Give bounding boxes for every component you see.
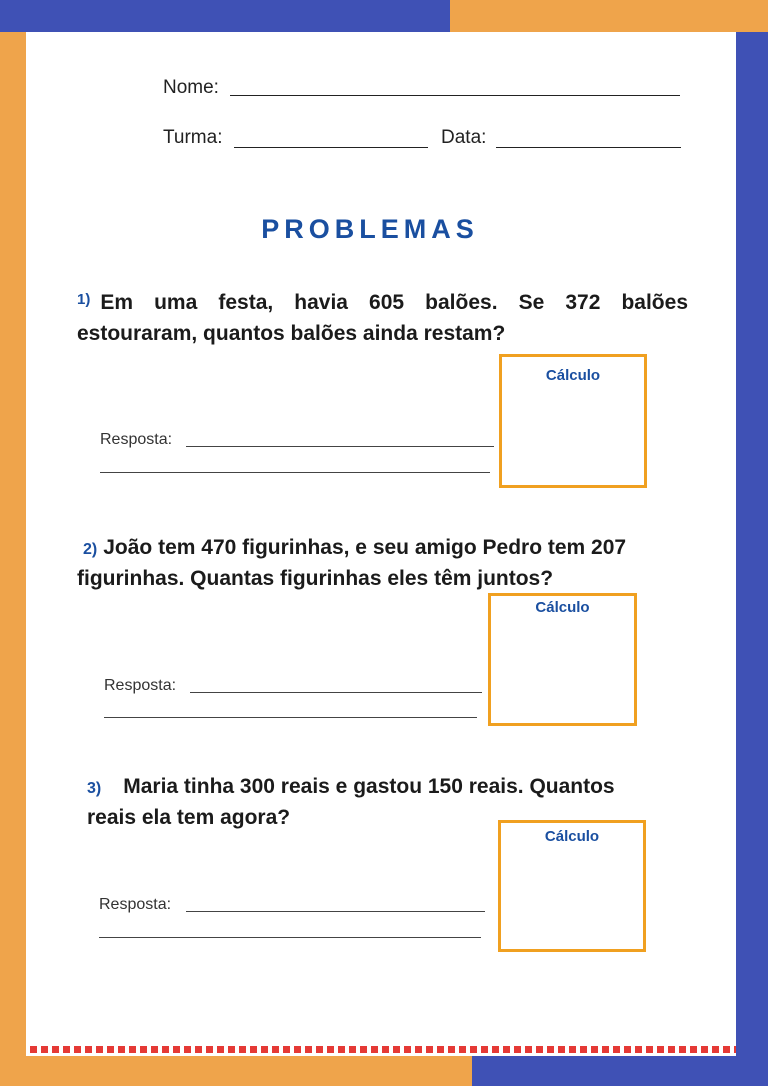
border-left-orange	[0, 32, 26, 1086]
problem-1-answer-field[interactable]	[186, 436, 494, 447]
border-top-blue	[0, 0, 450, 32]
problem-3-answer-field[interactable]	[186, 901, 485, 912]
problem-2-answer-field[interactable]	[190, 682, 482, 693]
border-bottom-orange	[26, 1056, 472, 1086]
problem-2-number: 2)	[83, 541, 98, 558]
problem-2-line2: figurinhas. Quantas figurinhas eles têm juntos?	[77, 567, 554, 590]
page-title: PROBLEMAS	[261, 214, 479, 244]
nome-field[interactable]	[230, 82, 680, 96]
problem-1-number: 1)	[77, 291, 91, 308]
problem-2-calc-box[interactable]	[488, 593, 637, 726]
problem-3-number: 3)	[87, 780, 102, 797]
problem-3-calc-box[interactable]	[498, 820, 646, 952]
problem-2-line1: 2) João tem 470 figurinhas, e seu amigo Pedro tem 207	[83, 536, 627, 559]
data-field[interactable]	[496, 134, 681, 148]
border-top-orange	[450, 0, 768, 32]
turma-field[interactable]	[234, 134, 428, 148]
problem-1	[77, 288, 688, 348]
dashed-divider	[30, 1046, 736, 1053]
problem-3-answer-label: Resposta:	[99, 896, 172, 913]
problem-2-answer-line2[interactable]	[104, 707, 477, 718]
problem-1-line2: estouraram, quantos balões ainda restam?	[77, 322, 506, 345]
problem-2	[77, 533, 688, 593]
problem-1-calc-box[interactable]	[499, 354, 647, 488]
border-right-blue	[736, 32, 768, 1086]
problem-1-answer-line2[interactable]	[100, 462, 490, 473]
problem-3-calc-label: Cálculo	[544, 828, 600, 845]
problem-2-calc-label: Cálculo	[535, 599, 590, 616]
problem-3-line1: 3) Maria tinha 300 reais e gastou 150 reais. Quantos	[87, 775, 615, 798]
problem-3-answer-line2[interactable]	[99, 927, 481, 938]
nome-label: Nome:	[163, 77, 219, 98]
problem-1-answer-label: Resposta:	[100, 431, 173, 448]
data-label: Data:	[441, 127, 487, 148]
problem-2-answer-label: Resposta:	[104, 677, 177, 694]
problem-1-line1: $^{1)}$ Em uma festa, havia 605 balões. Se 372 balões	[77, 291, 688, 314]
turma-label: Turma:	[163, 127, 223, 148]
problem-1-calc-label: Cálculo	[545, 367, 601, 384]
border-bottom-blue	[472, 1056, 736, 1086]
problem-3-line2: reais ela tem agora?	[87, 806, 291, 829]
